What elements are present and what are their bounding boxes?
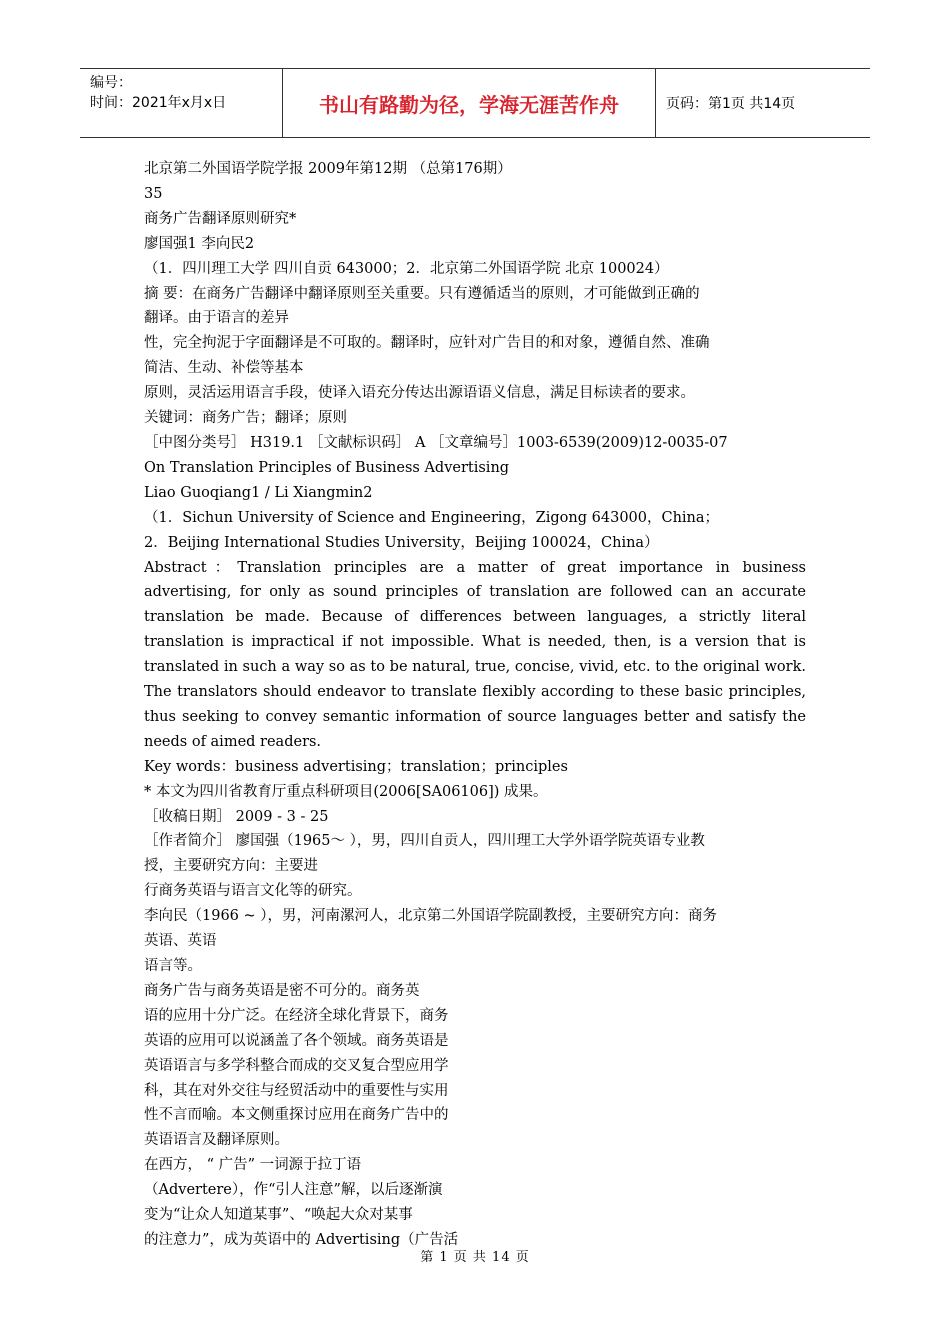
body-column — [144, 979, 496, 1253]
body-line: 英语的应用可以说涵盖了各个领域。商务英语是 — [144, 1032, 449, 1049]
classification-line: ［中图分类号］ H319.1 ［文献标识码］ A ［文章编号］1003-6539(2009)12-0035-07 — [144, 434, 728, 451]
author-bio-line: 语言等。 — [144, 958, 202, 974]
body-line: 在西方， “ 广告” 一词源于拉丁语 — [144, 1157, 362, 1174]
abstract-cn-line: 性，完全拘泥于字面翻译是不可取的。翻译时，应针对广告目的和对象，遵循自然、准确 — [144, 335, 710, 352]
body-line: 英语语言及翻译原则。 — [144, 1132, 289, 1149]
body-line: 语的应用十分广泛。在经济全球化背景下，商务 — [144, 1007, 449, 1024]
keywords-cn: 关键词：商务广告；翻译；原则 — [144, 410, 347, 427]
english-affiliation: 2．Beijing International Studies University，Beijing 100024，China） — [144, 534, 659, 551]
abstract-cn-line: 原则，灵活运用语言手段，使译入语充分传达出源语语义信息，满足目标读者的要求。 — [144, 385, 695, 402]
document-time-label: 时间：2021年x月x日 — [90, 95, 227, 111]
header-table — [80, 68, 870, 138]
body-line: 的注意力”，成为英语中的 Advertising（广告活 — [144, 1231, 459, 1248]
body-line: 英语语言与多学科整合而成的交叉复合型应用学 — [144, 1057, 449, 1074]
abstract-cn-line: 简洁、生动、补偿等基本 — [144, 360, 304, 377]
body-line: 性不言而喻。本文侧重探讨应用在商务广告中的 — [144, 1107, 449, 1124]
funding-note: * 本文为四川省教育厅重点科研项目(2006[SA06106]) 成果。 — [144, 783, 548, 800]
page-footer: 第 1 页 共 14 页 — [420, 1250, 530, 1265]
header-page-info: 页码：第1页 共14页 — [666, 96, 796, 112]
received-date: ［收稿日期］ 2009 - 3 - 25 — [144, 808, 329, 825]
author-bio-line: 李向民（1966 ~ ），男，河南漯河人，北京第二外国语学院副教授，主要研究方向：商务 — [144, 908, 718, 925]
document-body — [144, 157, 806, 1253]
journal-line: 北京第二外国语学院学报 2009年第12期 （总第176期） — [144, 161, 512, 177]
body-line: 变为“让众人知道某事”、“唤起大众对某事 — [144, 1207, 413, 1224]
abstract-cn-line: 翻译。由于语言的差异 — [144, 310, 289, 327]
body-line: 商务广告与商务英语是密不可分的。商务英 — [144, 982, 420, 999]
keywords-en: Key words：business advertising；translation；principles — [144, 758, 568, 775]
header-meta — [80, 69, 282, 137]
english-title: On Translation Principles of Business Advertising — [144, 459, 510, 476]
author-bio-line: 行商务英语与语言文化等的研究。 — [144, 883, 362, 900]
document-number-label: 编号： — [90, 75, 132, 91]
page-number-line: 35 — [144, 185, 163, 202]
author-bio-line: 英语、英语 — [144, 933, 217, 950]
body-line: 科，其在对外交往与经贸活动中的重要性与实用 — [144, 1082, 449, 1099]
affiliations: （1．四川理工大学 四川自贡 643000；2．北京第二外国语学院 北京 100024） — [144, 260, 669, 277]
english-affiliation: （1．Sichun University of Science and Engineering，Zigong 643000，China； — [144, 509, 720, 526]
article-title: 商务广告翻译原则研究* — [144, 210, 297, 227]
author-bio-line: 授，主要研究方向：主要进 — [144, 858, 318, 875]
body-line: （Advertere），作“引人注意”解，以后逐渐演 — [144, 1182, 443, 1199]
header-motto: 书山有路勤为径，学海无涯苦作舟 — [282, 69, 656, 137]
abstract-en: Abstract：Translation principles are a matter of great importance in business advertising, for only as sound principles of translation are followed can an accurate translation be made. Because of differences between languages, a strictly literal translation is impractical if not impossible. What is needed, then, is a version that is translated in such a way so as to be natural, true, concise, vivid, etc. to the original work. The translators should endeavor to translate flexibly according to these basic principles, thus seeking to convey semantic information of source languages better and satisfy the needs of aimed readers. — [144, 559, 806, 750]
abstract-cn-line: 摘 要：在商务广告翻译中翻译原则至关重要。只有遵循适当的原则，才可能做到正确的 — [144, 285, 700, 302]
author-bio-line: ［作者简介］ 廖国强（1965～ ），男，四川自贡人，四川理工大学外语学院英语专业教 — [144, 833, 705, 850]
authors: 廖国强1 李向民2 — [144, 235, 255, 252]
english-authors: Liao Guoqiang1 / Li Xiangmin2 — [144, 484, 373, 501]
